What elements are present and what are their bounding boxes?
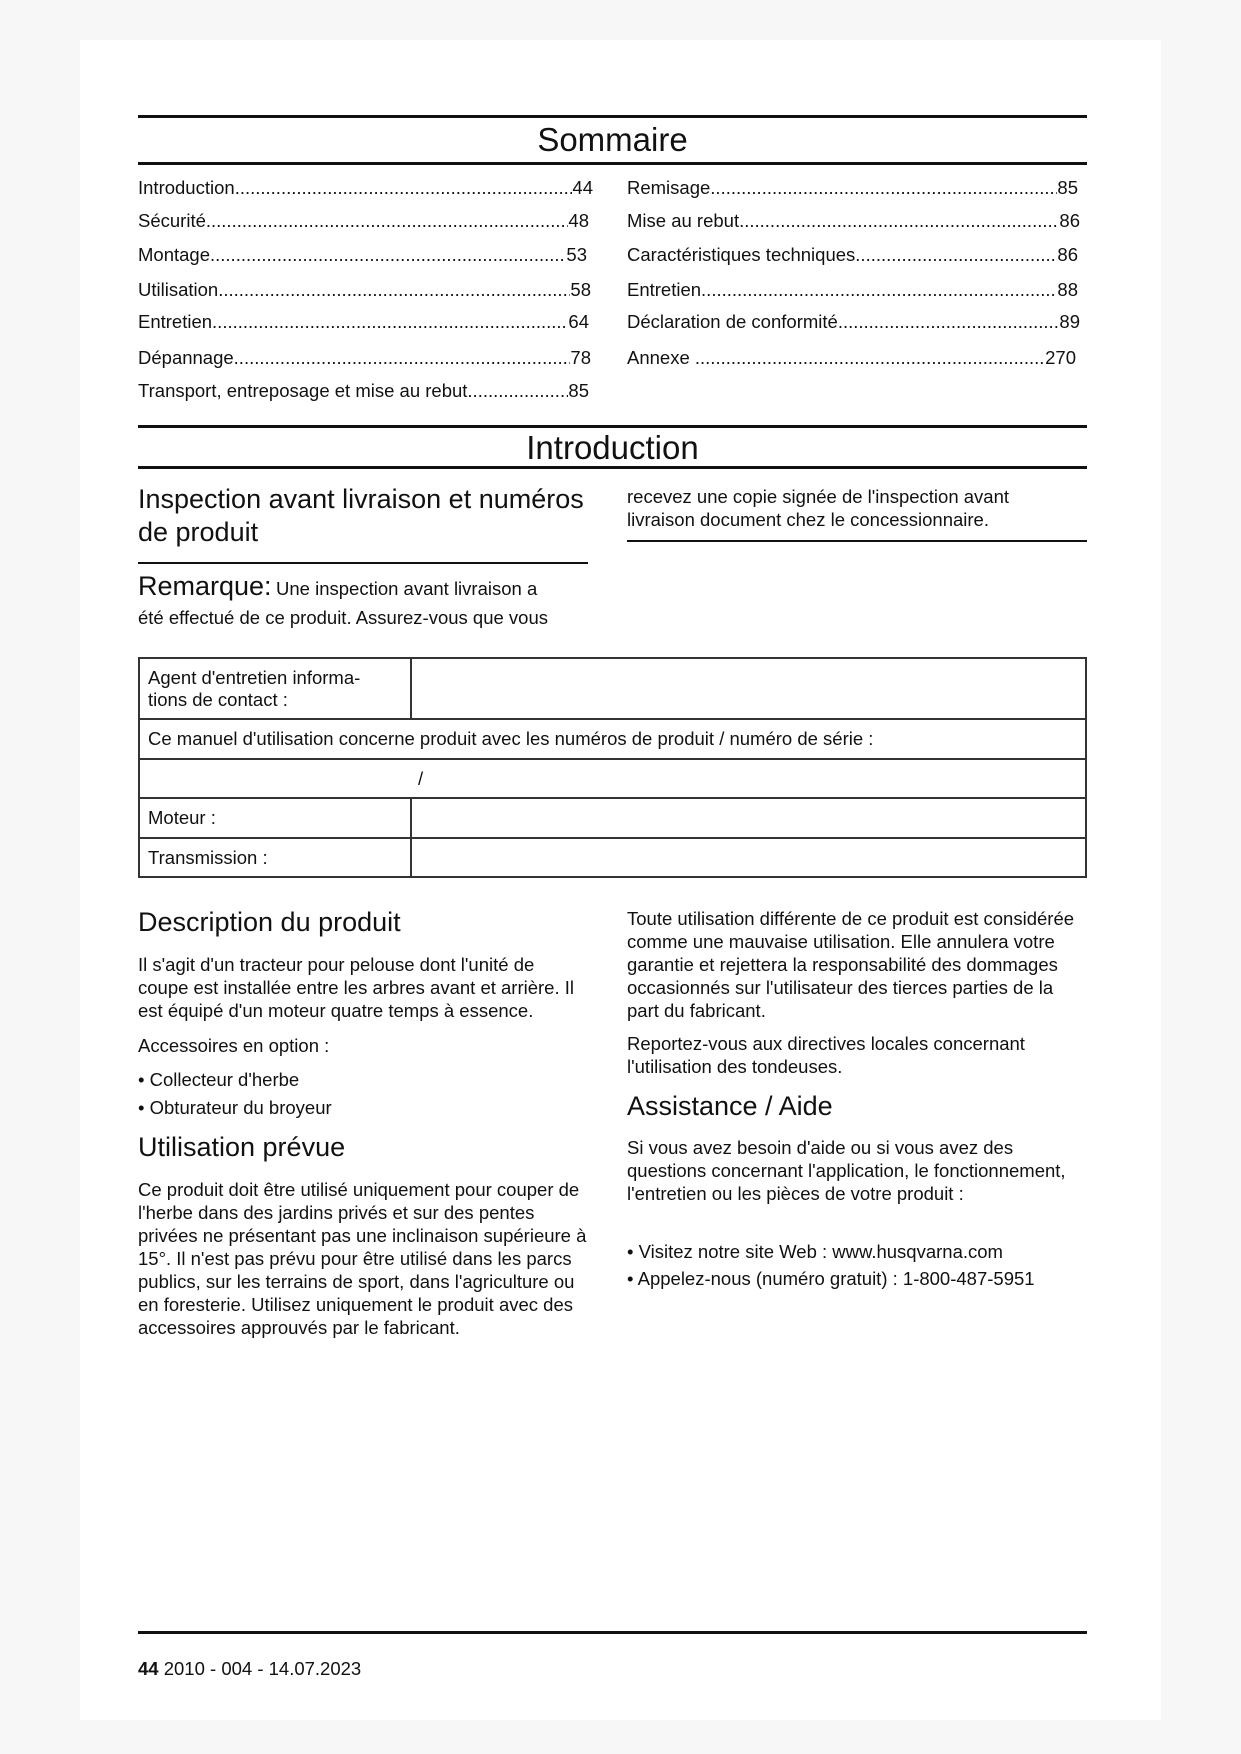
top-rule (138, 115, 1087, 118)
list-item: • Visitez notre site Web : www.husqvarna.com (627, 1240, 1003, 1263)
toc-title-rule (138, 162, 1087, 165)
description-heading: Description du produit (138, 907, 401, 937)
assistance-paragraph: Si vous avez besoin d'aide ou si vous avez des questions concernant l'application, le fonctionnement, l'entretien ou les pièces de votre produit : (627, 1137, 1066, 1204)
toc-entry[interactable]: Entretien ..... 64 (138, 311, 589, 333)
misuse-paragraph: Toute utilisation différente de ce produit est considérée comme une mauvaise utilisation. Elle annulera votre garantie et rejettera la responsabilité des dommages occasionnés sur l'utilisateur des tierces parties de la part du fabricant. (627, 908, 1075, 1021)
inspection-heading-rule (138, 562, 588, 564)
document-reference: 2010 - 004 - 14.07.2023 (163, 1658, 362, 1679)
intended-use-paragraph: Ce produit doit être utilisé uniquement pour couper de l'herbe dans des jardins privés et sur des pentes privées ne présentant pas une inclinaison supérieure à 15°. Il n'est pas prévu pour être utilisé dans les parcs publics, sur les terrains de sport, dans l'agriculture ou en foresterie. Utilisez uniquement le produit avec des accessoires approuvés par le fabricant. (138, 1179, 587, 1338)
description-paragraph: Il s'agit d'un tracteur pour pelouse dont l'unité de coupe est installée entre les arbres avant et arrière. Il est équipé d'un moteur quatre temps à essence. (138, 954, 575, 1021)
assistance-heading: Assistance / Aide (627, 1091, 833, 1121)
toc-entry[interactable]: Transport, entreposage et mise au rebut ..... 85 (138, 380, 589, 402)
remark-continuation: recevez une copie signée de l'inspection avant livraison document chez le concessionnaire. (627, 486, 1010, 530)
agent-value-field[interactable] (411, 658, 1086, 719)
manual-text-cell: Ce manuel d'utilisation concerne produit avec les numéros de produit / numéro de série : (139, 719, 1086, 759)
engine-label-cell: Moteur : (139, 798, 411, 838)
inspection-heading: Inspection avant livraison et numéros de produit (138, 484, 584, 547)
page-number: 44 (138, 1658, 159, 1679)
list-item: • Obturateur du broyeur (138, 1096, 332, 1119)
list-item: • Collecteur d'herbe (138, 1068, 299, 1091)
table-row (139, 658, 1086, 719)
footer (138, 1657, 361, 1680)
table-row (139, 838, 1086, 877)
toc-entry[interactable]: Annexe ..... 270 (627, 347, 1076, 369)
accessories-label: Accessoires en option : (138, 1035, 330, 1056)
engine-value-field[interactable] (411, 798, 1086, 838)
remark-text-line2: été effectué de ce produit. Assurez-vous que vous (138, 607, 548, 628)
serial-number-field[interactable]: / (139, 759, 1086, 798)
table-row (139, 719, 1086, 759)
intro-title: Introduction (526, 429, 699, 466)
transmission-label-cell: Transmission : (139, 838, 411, 877)
footer-rule (138, 1631, 1087, 1634)
product-info-table (138, 657, 1087, 878)
table-row (139, 759, 1086, 798)
toc-entry[interactable]: Déclaration de conformité ..... 89 (627, 311, 1080, 333)
remark-label: Remarque: (138, 571, 272, 601)
toc-entry[interactable]: Dépannage ..... 78 (138, 347, 591, 369)
list-item: • Appelez-nous (numéro gratuit) : 1-800-487-5951 (627, 1267, 1035, 1290)
local-rules-paragraph: Reportez-vous aux directives locales concernant l'utilisation des tondeuses. (627, 1033, 1025, 1077)
toc-title: Sommaire (537, 121, 688, 158)
toc-entry[interactable]: Entretien ..... 88 (627, 279, 1078, 301)
transmission-value-field[interactable] (411, 838, 1086, 877)
toc-entry[interactable]: Remisage ..... 85 (627, 177, 1078, 199)
agent-label-cell: Agent d'entretien informa- tions de contact : (139, 658, 411, 719)
intended-use-heading: Utilisation prévue (138, 1132, 346, 1162)
toc-entry[interactable]: Mise au rebut ..... 86 (627, 210, 1080, 232)
toc-entry[interactable]: Utilisation ..... 58 (138, 279, 591, 301)
toc-entry[interactable]: Montage ..... 53 (138, 244, 587, 266)
remark-continuation-rule (627, 540, 1087, 542)
remark-text: Une inspection avant livraison a (276, 578, 538, 599)
intro-title-rule (138, 466, 1087, 469)
toc-entry[interactable]: Introduction ..... 44 (138, 177, 593, 199)
remark-block (138, 570, 598, 629)
table-row (139, 798, 1086, 838)
toc-entry[interactable]: Caractéristiques techniques ..... 86 (627, 244, 1078, 266)
toc-entry[interactable]: Sécurité ..... 48 (138, 210, 589, 232)
